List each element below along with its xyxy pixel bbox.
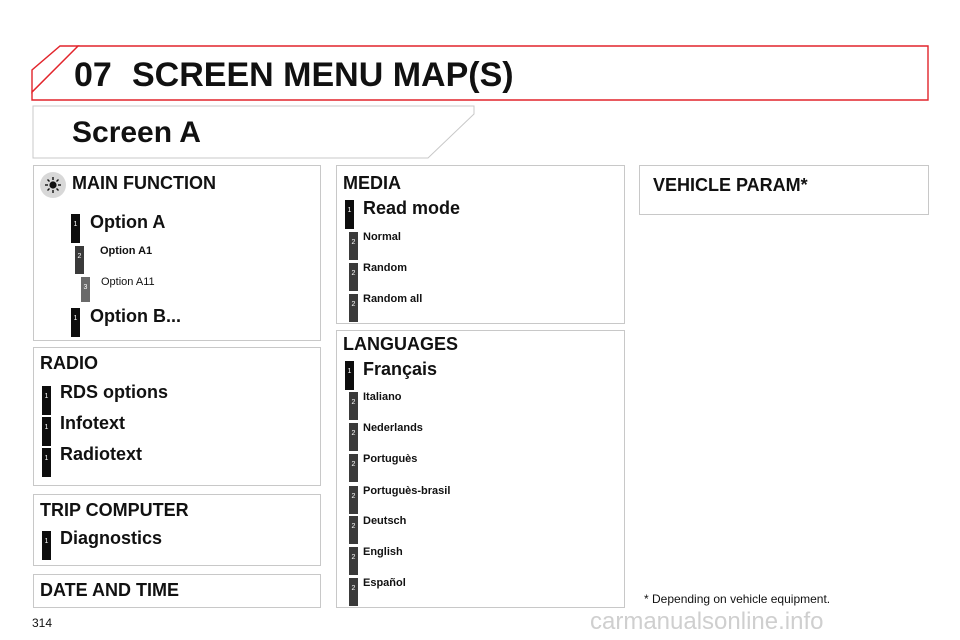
main-function-title: MAIN FUNCTION [72,173,216,193]
level-badge: 2 [349,294,358,322]
level-badge: 2 [349,423,358,451]
media-panel [336,165,625,324]
menu-item: Français [363,359,438,379]
level-badge: 3 [81,277,90,302]
level-badge: 1 [42,448,51,477]
level-badge: 1 [42,386,51,415]
level-badge: 2 [349,578,358,606]
trip-computer-title: TRIP COMPUTER [40,500,189,520]
menu-item: RDS options [60,382,168,402]
vehicle-param-title: VEHICLE PARAM* [653,175,808,195]
menu-item: Option B... [90,306,181,326]
page-number: 314 [32,616,53,630]
menu-item: Option A11 [101,276,155,288]
level-badge: 2 [349,486,358,514]
languages-title: LANGUAGES [343,334,459,354]
date-time-title: DATE AND TIME [40,580,179,600]
level-badge: 1 [71,214,80,243]
screen-title: Screen A [72,116,201,149]
main-function-panel [33,165,321,341]
menu-item: Diagnostics [60,528,163,548]
menu-item: Random all [363,293,423,305]
footnote: * Depending on vehicle equipment. [644,592,831,606]
level-badge: 1 [71,308,80,337]
menu-item: Deutsch [363,515,407,527]
menu-item: Radiotext [60,444,143,464]
level-badge: 2 [349,454,358,482]
menu-item: Italiano [363,391,402,403]
level-badge: 2 [349,232,358,260]
level-badge: 1 [345,361,354,390]
chapter-title: SCREEN MENU MAP(S) [132,56,514,94]
watermark: carmanualsonline.info [590,608,824,635]
menu-item: Portuguès [363,453,418,465]
level-badge: 2 [75,246,84,274]
menu-item: Nederlands [363,422,423,434]
level-badge: 1 [42,531,51,560]
level-badge: 2 [349,392,358,420]
menu-item: Option A [90,212,166,232]
menu-item: Read mode [363,198,461,218]
radio-panel [33,347,321,486]
menu-item: English [363,546,403,558]
menu-item: Random [363,262,407,274]
level-badge: 2 [349,516,358,544]
chapter-number: 07 [74,56,112,94]
languages-panel [336,330,625,608]
level-badge: 2 [349,547,358,575]
date-time-panel [33,574,321,608]
vehicle-param-panel [639,165,929,215]
sun-brightness-icon [40,172,66,198]
level-badge: 1 [345,200,354,229]
level-badge: 2 [349,263,358,291]
level-badge: 1 [42,417,51,446]
media-title: MEDIA [343,173,401,193]
radio-title: RADIO [40,353,98,373]
menu-item: Option A1 [100,245,153,257]
trip-computer-panel [33,494,321,566]
menu-item: Infotext [60,413,125,433]
menu-item: Español [363,577,406,589]
menu-item: Portuguès-brasil [363,485,451,497]
menu-item: Normal [363,231,401,243]
